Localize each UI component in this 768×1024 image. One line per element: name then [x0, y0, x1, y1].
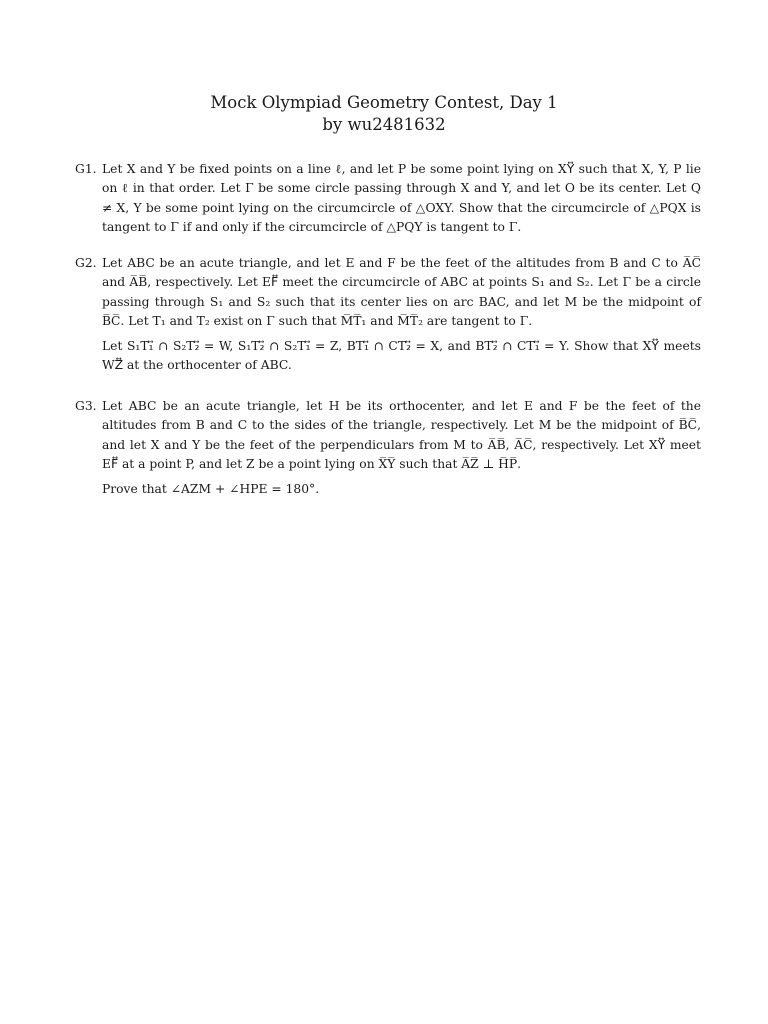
problem-text: Let X and Y be fixed points on a line ℓ, and let P be some point lying on XY⃡ such that X, Y, P lie on ℓ in that order. Let Γ be some circle passing through X and Y, and let O be its center. Let Q ≠ X, Y be some point lying on the circumcircle of △OXY. Show that the circumcircle of △PQX is tangent to Γ if and only if the circumcircle of △PQY is tangent to Γ. — [102, 162, 701, 234]
problem-text: Let S₁T₁⃡ ∩ S₂T₂⃡ = W, S₁T₂⃡ ∩ S₂T₁⃡ = Z, BT₁⃡ ∩ CT₂⃡ = X, and BT₂⃡ ∩ CT₁⃡ = Y. Show that XY⃡ meets WZ⃡ at the orthocenter of ABC. — [102, 339, 701, 373]
problem-text: Prove that ∠AZM + ∠HPE = 180°. — [102, 482, 320, 497]
problem-label: G1. — [75, 162, 97, 176]
problem-g2 — [75, 254, 701, 376]
title-block — [0, 92, 768, 136]
contest-author: by wu2481632 — [322, 115, 446, 134]
problem-g1 — [75, 160, 701, 237]
problem-text: Let ABC be an acute triangle, let H be its orthocenter, and let E and F be the feet of the altitudes from B and C to the sides of the triangle, respectively. Let M be the midpoint of B̅C̅, and let X and Y be the feet of the perpendiculars from M to A̅B̅, A̅C̅, respectively. Let XY⃡ meet EF⃡ at a point P, and let Z be a point lying on X̅Y̅ such that A̅Z̅ ⊥ H̅P̅. — [102, 399, 701, 471]
contest-title: Mock Olympiad Geometry Contest, Day 1 — [210, 93, 558, 112]
problem-label: G3. — [75, 399, 97, 413]
problem-label: G2. — [75, 256, 97, 270]
problem-text: Let ABC be an acute triangle, and let E and F be the feet of the altitudes from B and C to A̅C̅ and A̅B̅, respectively. Let EF⃡ meet the circumcircle of ABC at points S₁ and S₂. Let Γ be a circle passing through S₁ and S₂ such that its center lies on arc BAC, and let M be the midpoint of B̅C̅. Let T₁ and T₂ exist on Γ such that M̅T̅₁ and M̅T̅₂ are tangent to Γ. — [102, 256, 701, 328]
problem-g3 — [75, 397, 701, 499]
